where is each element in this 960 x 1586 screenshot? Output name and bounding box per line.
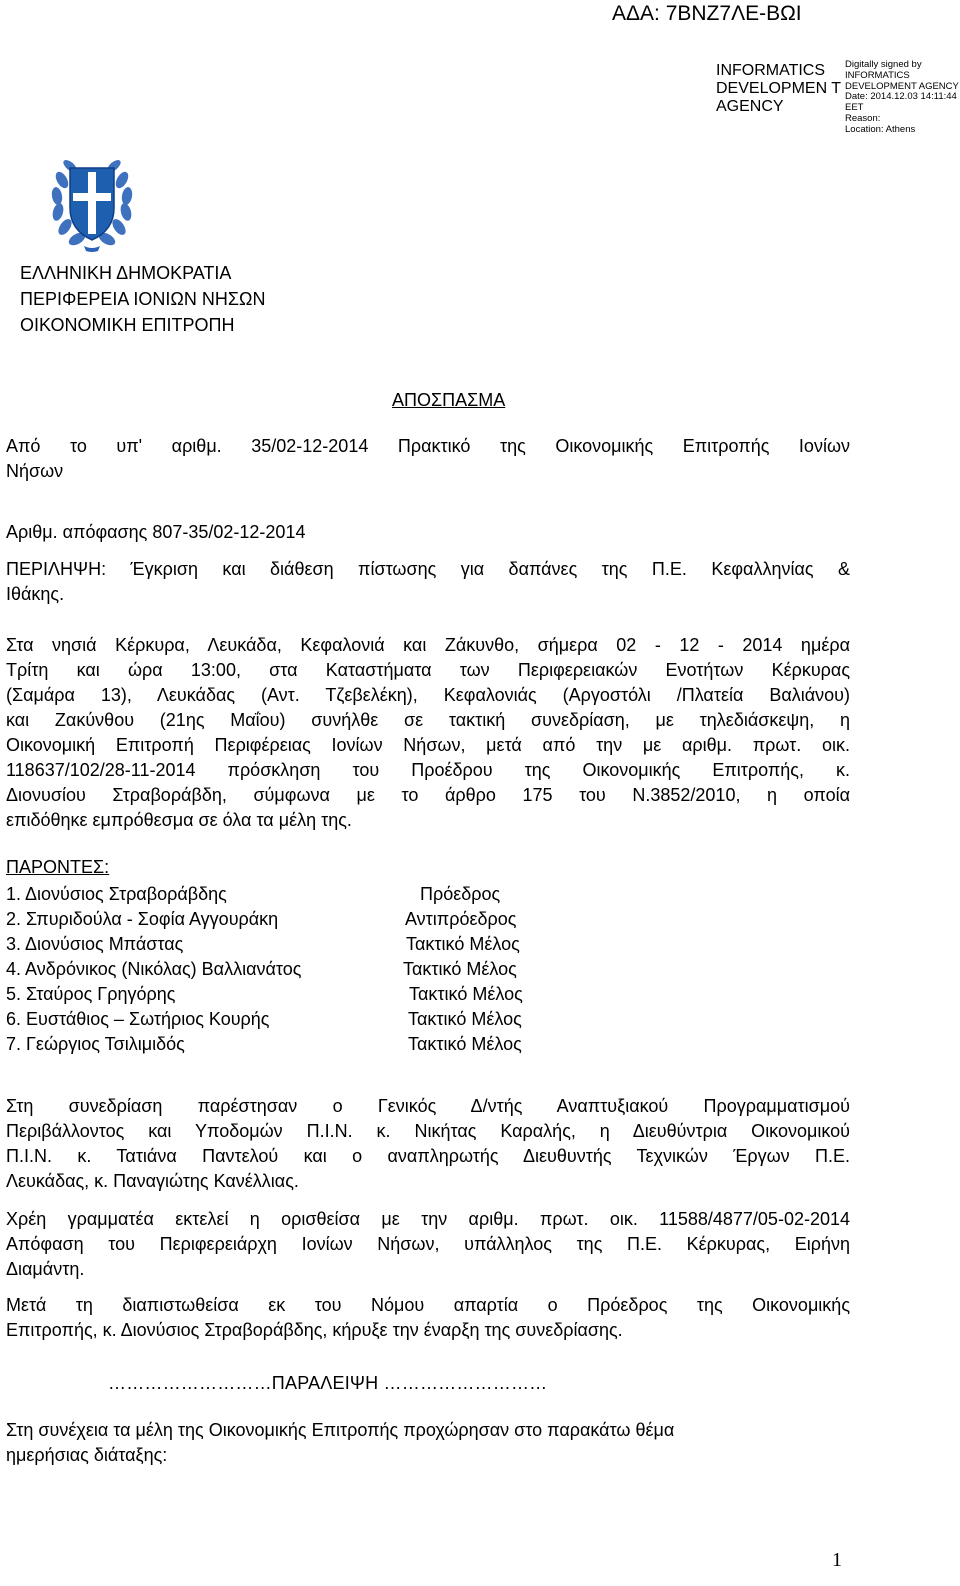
page-number: 1 [832, 1549, 842, 1571]
member-name: 4. Ανδρόνικος (Νικόλας) Βαλλιανάτος [6, 959, 302, 979]
signature-line: Digitally signed by [845, 59, 922, 70]
signature-line: Date: 2014.12.03 14:11:44 [845, 91, 957, 103]
decision-number [6, 520, 850, 545]
intro-paragraph [6, 434, 850, 484]
member-name: 1. Διονύσιος Στραβοράβδης [6, 884, 227, 904]
member-name: 6. Ευστάθιος – Σωτήριος Κουρής [6, 1009, 270, 1029]
signature-line: INFORMATICS [845, 69, 910, 81]
member-role: Τακτικό Μέλος [406, 934, 520, 954]
ada-code: ΑΔΑ: 7ΒΝΖ7ΛΕ-ΒΩΙ [612, 2, 802, 25]
member-role: Τακτικό Μέλος [408, 1034, 522, 1054]
summary-paragraph [6, 557, 850, 607]
meeting-paragraph [6, 633, 850, 833]
text-line: Ιθάκης. [6, 584, 65, 604]
signature-line: DEVELOPMENT AGENCY [845, 80, 959, 92]
text-line: Οικονομική Επιτροπή Περιφέρειας Ιονίων Νήσων, μετά από την με αριθμ. πρωτ. οικ. [6, 735, 850, 755]
document-title: ΑΠΟΣΠΑΣΜΑ [392, 390, 506, 410]
member-name: 7. Γεώργιος Τσιλιμιδός [6, 1034, 185, 1054]
text-line: Τρίτη και ώρα 13:00, στα Καταστήματα των Περιφερειακών Ενοτήτων Κέρκυρας [6, 660, 850, 680]
member-role: Τακτικό Μέλος [409, 984, 523, 1004]
member-role: Τακτικό Μέλος [408, 1009, 522, 1029]
text-line: Μετά τη διαπιστωθείσα εκ του Νόμου απαρτία ο Πρόεδρος της Οικονομικής [6, 1295, 850, 1315]
text-line: 118637/102/28-11-2014 πρόσκληση του Προέδρου της Οικονομικής Επιτροπής, κ. [6, 760, 850, 780]
signature-line: EET [845, 102, 864, 114]
authority-line: ΠΕΡΙΦΕΡΕΙΑ ΙΟΝΙΩΝ ΝΗΣΩΝ [20, 289, 266, 309]
text-line: Από το υπ' αριθμ. 35/02-12-2014 Πρακτικό της Οικονομικής Επιτροπής Ιονίων [6, 436, 850, 456]
member-role: Πρόεδρος [420, 884, 501, 904]
member-name: 3. Διονύσιος Μπάστας [6, 934, 184, 954]
signature-line: Location: Athens [845, 123, 916, 135]
coat-of-arms-icon [48, 150, 136, 254]
text-line: Λευκάδας, κ. Παναγιώτης Κανέλλιας. [6, 1171, 299, 1191]
text-line: Επιτροπής, κ. Διονύσιος Στραβοράβδης, κήρυξε την έναρξη της συνεδρίασης. [6, 1320, 623, 1340]
text-line: Διαμάντη. [6, 1259, 85, 1279]
text-line: επιδόθηκε εμπρόθεσμα σε όλα τα μέλη της. [6, 810, 352, 830]
member-role: Αντιπρόεδρος [405, 909, 517, 929]
quorum-paragraph [6, 1293, 850, 1343]
attendance-paragraph [6, 1094, 850, 1194]
text-line: Χρέη γραμματέα εκτελεί η ορισθείσα με την αριθμ. πρωτ. οικ. 11588/4877/05-02-2014 [6, 1209, 850, 1229]
signature-line: Reason: [845, 112, 881, 124]
text-line: Στη συνεδρίαση παρέστησαν ο Γενικός Δ/ντής Αναπτυξιακού Προγραμματισμού [6, 1096, 850, 1116]
text-line: και Ζακύνθου (21ης Μαΐου) συνήλθε σε τακτική συνεδρίαση, με τηλεδιάσκεψη, η [6, 710, 850, 730]
member-name: 5. Σταύρος Γρηγόρης [6, 984, 176, 1004]
omission-marker: ………………………ΠΑΡΑΛΕΙΨΗ ……………………… [108, 1373, 548, 1393]
digital-signature-details [845, 60, 960, 136]
text-line: Περιβάλλοντος και Υποδομών Π.Ι.Ν. κ. Νικήτας Καραλής, η Διευθύντρια Οικονομικού [6, 1121, 850, 1141]
text-line: (Σαμάρα 13), Λευκάδας (Αντ. Τζεβελέκη), Κεφαλονιάς (Αργοστόλι /Πλατεία Βαλιάνου) [6, 685, 850, 705]
member-name: 2. Σπυριδούλα - Σοφία Αγγουράκη [6, 909, 279, 929]
text-line: Απόφαση του Περιφερειάρχη Ιονίων Νήσων, υπάλληλος της Π.Ε. Κέρκυρας, Ειρήνη [6, 1234, 850, 1254]
text-line: ΠΕΡΙΛΗΨΗ: Έγκριση και διάθεση πίστωσης για δαπάνες της Π.Ε. Κεφαλληνίας & [6, 559, 850, 579]
secretary-paragraph [6, 1207, 850, 1282]
text-line: Νήσων [6, 461, 64, 481]
authority-line: ΟΙΚΟΝΟΜΙΚΗ ΕΠΙΤΡΟΠΗ [20, 315, 235, 335]
signature-organization: INFORMATICS DEVELOPMEN T AGENCY [716, 62, 841, 115]
text-line: Διονυσίου Στραβοράβδη, σύμφωνα με το άρθρο 175 του Ν.3852/2010, η οποία [6, 785, 850, 805]
text-line: ημερήσιας διάταξης: [6, 1445, 168, 1465]
text-line: Στα νησιά Κέρκυρα, Λευκάδα, Κεφαλονιά και Ζάκυνθο, σήμερα 02 - 12 - 2014 ημέρα [6, 635, 850, 655]
authority-line: ΕΛΛΗΝΙΚΗ ΔΗΜΟΚΡΑΤΙΑ [20, 263, 232, 283]
text-line: Π.Ι.Ν. κ. Τατιάνα Παντελού και ο αναπληρωτής Διευθυντής Τεχνικών Έργων Π.Ε. [6, 1146, 850, 1166]
text-line: Στη συνέχεια τα μέλη της Οικονομικής Επιτροπής προχώρησαν στο παρακάτω θέμα [6, 1420, 675, 1440]
present-label: ΠΑΡΟΝΤΕΣ: [6, 857, 110, 877]
member-role: Τακτικό Μέλος [403, 959, 517, 979]
agenda-intro-paragraph [6, 1418, 850, 1468]
text-line: Αριθμ. απόφασης 807-35/02-12-2014 [6, 522, 306, 542]
